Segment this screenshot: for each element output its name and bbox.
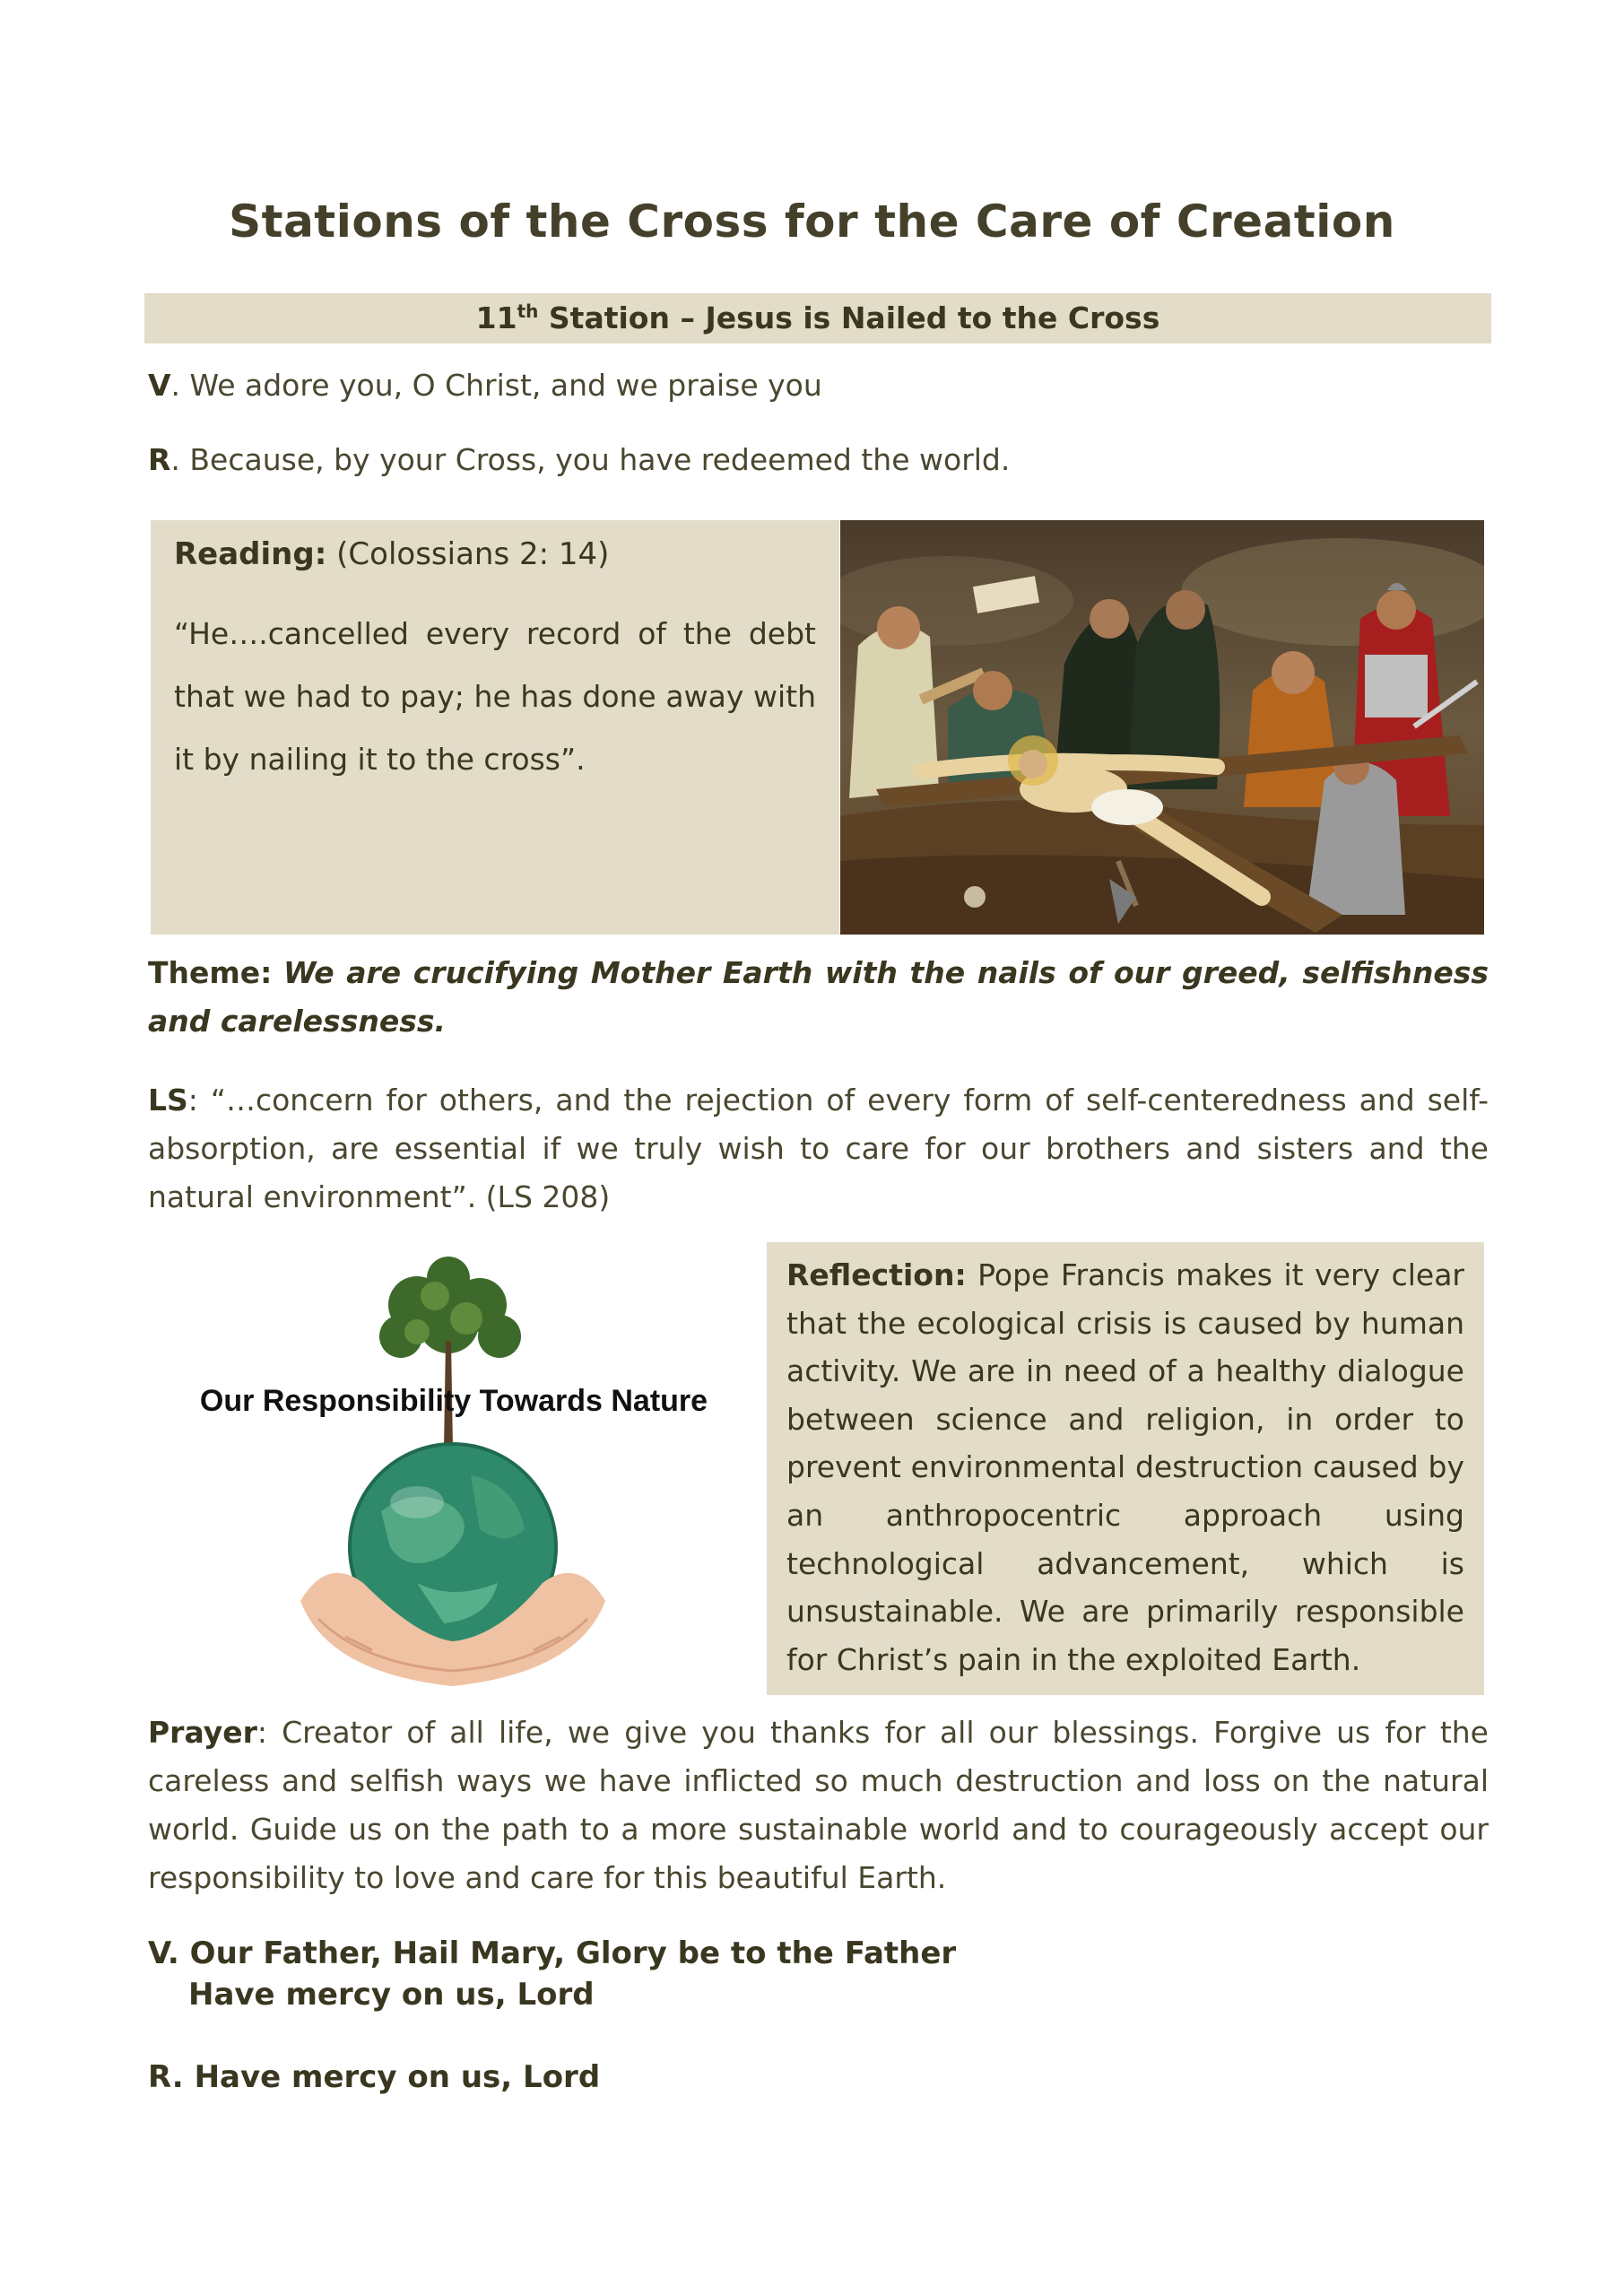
- prayer-text: : Creator of all life, we give you thanks for all our blessings. Forgive us for the careless and selfish ways we have inflicted so much destruction and loss on the natural world. Guide us on the path to a more sustainable world and to courageously accept our responsibility to love and care for this beautiful Earth.: [148, 1715, 1489, 1895]
- theme-text: We are crucifying Mother Earth with the nails of our greed, selfishness and carelessness.: [148, 955, 1489, 1039]
- ls-paragraph: [148, 1076, 1489, 1222]
- response-text: . Because, by your Cross, you have redeemed the world.: [170, 442, 1011, 477]
- closing-versicle: V. Our Father, Hail Mary, Glory be to the Father: [148, 1935, 957, 1971]
- reflection-text: Pope Francis makes it very clear that the ecological crisis is caused by human activity. We are in need of a healthy dialogue between science and religion, in order to prevent environmental destruction caused by an anthropocentric approach using technological advancement, which is unsustainable. We are primarily responsible for Christ’s pain in the exploited Earth.: [786, 1257, 1464, 1677]
- nature-image: [148, 1242, 760, 1691]
- prayer-label: Prayer: [148, 1715, 257, 1750]
- versicle-label: V: [148, 368, 171, 403]
- reading-quote: “He….cancelled every record of the debt that we had to pay; he has done away with it by nailing it to the cross”.: [174, 616, 816, 777]
- page-title: Stations of the Cross for the Care of Creation: [229, 196, 1395, 248]
- station-title: Station – Jesus is Nailed to the Cross: [548, 300, 1160, 335]
- station-ordinal: th: [517, 300, 539, 322]
- response-label: R: [148, 442, 171, 477]
- reading-box: [151, 520, 839, 935]
- reading-heading: [174, 536, 816, 572]
- closing-response: R. Have mercy on us, Lord: [148, 2059, 601, 2095]
- ls-label: LS: [148, 1083, 188, 1118]
- closing-versicle-continued: Have mercy on us, Lord: [188, 1977, 595, 2013]
- reflection-box: [767, 1242, 1484, 1695]
- reading-reference: (Colossians 2: 14): [326, 536, 610, 572]
- versicle-line: [148, 368, 822, 403]
- versicle-text: . We adore you, O Christ, and we praise you: [170, 368, 822, 403]
- reflection-label: Reflection:: [786, 1257, 967, 1292]
- nature-image-caption: Our Responsibility Towards Nature: [199, 1384, 708, 1418]
- response-line: [148, 442, 1010, 477]
- station-heading: [144, 293, 1491, 344]
- crucifixion-painting: [840, 520, 1484, 935]
- reading-label: Reading:: [174, 536, 327, 572]
- station-number: 11: [475, 300, 517, 335]
- theme-label: Theme:: [148, 955, 273, 990]
- theme-paragraph: [148, 949, 1489, 1046]
- prayer-paragraph: [148, 1709, 1489, 1902]
- ls-text: : “…concern for others, and the rejection of every form of self-centeredness and self-absorption, are essential if we truly wish to care for our brothers and sisters and the natural environment”. (LS 208): [148, 1083, 1489, 1214]
